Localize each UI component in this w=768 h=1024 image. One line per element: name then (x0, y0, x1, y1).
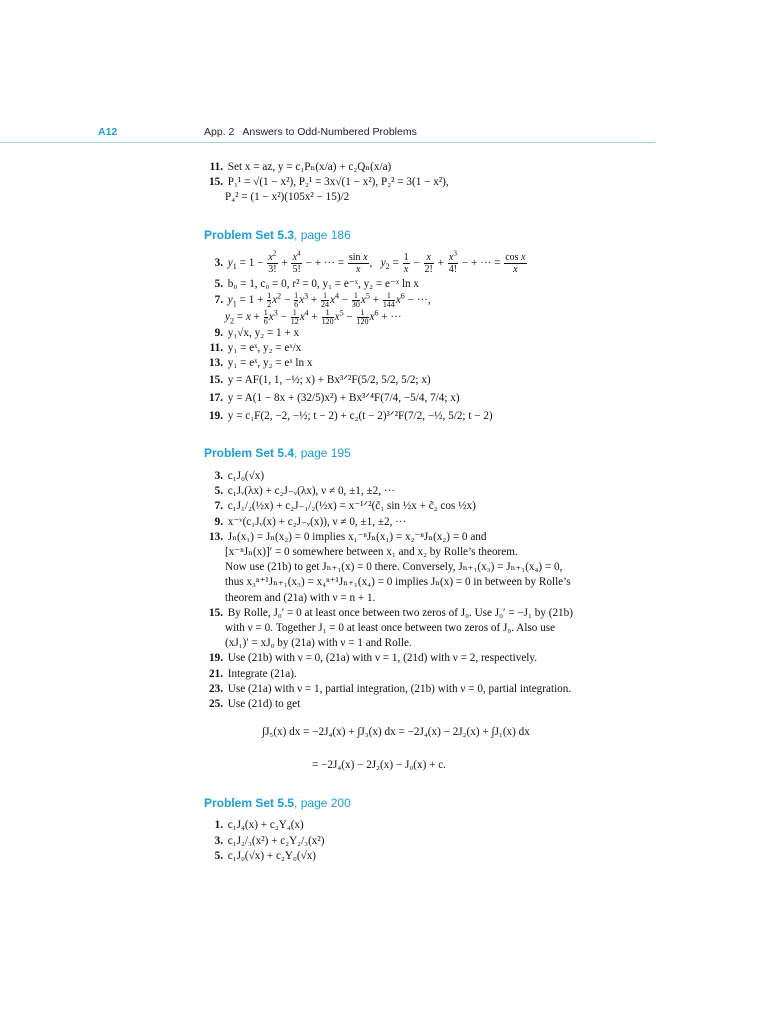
answer-number: 19. (209, 410, 223, 422)
answer-13-cont (204, 545, 573, 560)
answer-5 (204, 849, 324, 865)
answer-number: 13. (209, 530, 223, 543)
answer-text: P₄² = (1 − x²)(105x² − 15)/2 (225, 190, 350, 203)
answer-text: c₁J₀(√x) + c₂Y₀(√x) (227, 850, 317, 862)
answer-5 (204, 277, 528, 292)
answer-9 (204, 326, 528, 341)
answer-number: 9. (214, 515, 223, 528)
answer-number: 1. (214, 819, 223, 831)
answer-number: 25. (209, 698, 223, 711)
answer-11 (204, 341, 528, 356)
ps53-answers (204, 250, 528, 425)
answer-text: Use (21b) with ν = 0, (21a) with ν = 1, (21d) with ν = 2, respectively. (227, 652, 538, 665)
answer-text: x⁻ᵛ(c₁Jᵥ(x) + c₂J₋ᵥ(x)), ν ≠ 0, ±1, ±2, ··· (227, 515, 407, 528)
answer-5 (204, 484, 573, 499)
chapter-title: Answers to Odd-Numbered Problems (242, 126, 417, 138)
answer-text: y = A(1 − 8x + (32/5)x²) + Bx³ᐟ⁴F(7/4, −5/4, 7/4; x) (227, 392, 460, 404)
answer-number: 13. (209, 357, 223, 369)
answer-number: 5. (214, 850, 223, 862)
answer-13-cont (204, 591, 573, 606)
section-page: , page 200 (294, 796, 351, 810)
section-title: Problem Set 5.4 (204, 446, 295, 460)
answer-text: Integrate (21a). (227, 667, 297, 680)
answer-text: with ν = 0. Together J₁ = 0 at least once between two zeros of J₀. Also use (225, 622, 556, 635)
section-title: Problem Set 5.3 (204, 228, 295, 242)
answer-number: 23. (209, 682, 223, 695)
answer-text: y₁ = eˣ, y₂ = eˣ ln x (227, 357, 313, 369)
answer-13-cont (204, 560, 573, 575)
answer-1 (204, 818, 324, 834)
answer-text: Set x = az, y = c₁Pₙ(x/a) + c₂Qₙ(x/a) (227, 161, 392, 173)
integral-equation-line-2: = −2J₄(x) − 2J₂(x) − J₀(x) + c. (312, 759, 446, 771)
section-title: Problem Set 5.5 (204, 796, 295, 810)
answer-text: b₀ = 1, c₀ = 0, r² = 0, y₁ = e⁻ˣ, y₂ = e⁻ˣ ln x (227, 278, 419, 290)
answer-15 (204, 175, 449, 190)
answer-text: c₁J₄(x) + c₂Y₄(x) (227, 819, 304, 831)
ps52-tail (204, 160, 449, 204)
answer-9 (204, 515, 573, 530)
appendix-label: App. 2 (204, 126, 235, 138)
answer-13-cont (204, 575, 573, 590)
answer-15 (204, 371, 528, 389)
answer-number: 15. (209, 606, 223, 619)
answer-text: thus x₃ⁿ⁺¹Jₙ₊₁(x₃) = x₄ⁿ⁺¹Jₙ₊₁(x₄) = 0 implies Jₙ(x) = 0 in between by Rolle’s (225, 576, 571, 589)
answer-text: P₁¹ = √(1 − x²), P₂¹ = 3x√(1 − x²), P₂² = 3(1 − x²), (227, 175, 449, 188)
answer-text: (xJ₁)′ = xJ₀ by (21a) with ν = 1 and Rolle. (225, 637, 412, 650)
answer-text: theorem and (21a) with ν = n + 1. (225, 591, 376, 604)
integral-equation-line-1: ∫J₅(x) dx = −2J₄(x) + ∫J₃(x) dx = −2J₄(x) − 2J₂(x) + ∫J₁(x) dx (262, 726, 530, 738)
answer-number: 3. (214, 257, 223, 269)
answer-15 (204, 606, 573, 621)
answer-number: 7. (214, 500, 223, 513)
answer-text: Use (21d) to get (227, 698, 301, 711)
section-page: , page 186 (294, 228, 351, 242)
ps55-answers (204, 818, 324, 865)
section-heading-5-3 (204, 228, 351, 242)
answer-number: 5. (214, 278, 223, 290)
answer-text: y = AF(1, 1, −½; x) + Bx³ᐟ²F(5/2, 5/2, 5/2; x) (227, 374, 431, 386)
answer-11 (204, 160, 449, 175)
page-number: A12 (98, 126, 118, 138)
answer-19 (204, 651, 573, 666)
section-heading-5-4 (204, 446, 351, 460)
answer-23 (204, 682, 573, 697)
section-page: , page 195 (294, 446, 351, 460)
answer-15-cont (204, 621, 573, 636)
answer-text: By Rolle, J₀′ = 0 at least once between two zeros of J₀. Use J₀′ = −J₁ by (21b) (227, 606, 573, 619)
answer-number: 19. (209, 652, 223, 665)
answer-3 (204, 469, 573, 484)
answer-7: 7. $y_1 = 1$ + $\frac{1}{2}$ $x^2$ − $\frac{1}{6}$ $x^3$ + $\frac{1}{24}$ $x^4$ − $\frac{1}{30}$ $x^5$ + $\frac{1}{144}$ $x^6$ − ···, (204, 292, 528, 309)
answer-number: 3. (214, 834, 223, 847)
answer-13 (204, 356, 528, 371)
answer-text: c₁J₀(√x) (227, 470, 265, 482)
answer-text: c₁Jᵥ(λx) + c₂J₋ᵥ(λx), ν ≠ 0, ±1, ±2, ··· (227, 485, 395, 498)
answer-number: 15. (209, 374, 223, 386)
answer-number: 15. (209, 175, 223, 188)
answer-text: y₁√x, y₂ = 1 + x (227, 327, 300, 339)
answer-number: 11. (209, 161, 223, 173)
running-head-title (204, 126, 417, 138)
answer-15-cont (204, 190, 449, 205)
answer-15-cont (204, 636, 573, 651)
answer-text: c₁J₁/₂(½x) + c₂J₋₁/₂(½x) = x⁻¹ᐟ²(c̃₁ sin ½x + c̃₂ cos ½x) (227, 500, 476, 513)
answer-17 (204, 389, 528, 407)
running-header (0, 126, 655, 143)
answer-number: 7. (214, 294, 223, 307)
answer-number: 3. (214, 470, 223, 482)
answer-number: 21. (209, 667, 223, 680)
answer-text: Now use (21b) to get Jₙ₊₁(x) = 0 there. Conversely, Jₙ₊₁(x₃) = Jₙ₊₁(x₄) = 0, (225, 561, 563, 574)
answer-number: 5. (214, 485, 223, 498)
answer-19 (204, 407, 528, 425)
ps54-answers (204, 469, 573, 712)
answer-text: y₁ = eˣ, y₂ = eˣ/x (227, 342, 302, 354)
answer-text: y = c₁F(2, −2, −½; t − 2) + c₂(t − 2)³ᐟ²F(7/2, −½, 5/2; t − 2) (227, 410, 493, 422)
answer-number: 9. (214, 327, 223, 339)
answer-3 (204, 834, 324, 850)
answer-3: 3. $y_1 = 1$ − $\frac{x^2}{3!}$ + $\frac{x^4}{5!}$ − + ··· = $\frac{\text{sin x}}{x}$ , $y_2$ = $\frac{1}{x}$ − $\frac{x}{2!}$ + $\frac{x^3}{4!}$ − + ··· = $\frac{\text{cos x}}{x}$ (204, 250, 528, 277)
answer-7 (204, 499, 573, 514)
answer-text: Use (21a) with ν = 1, partial integration, (21b) with ν = 0, partial integration. (227, 682, 572, 695)
section-heading-5-5 (204, 796, 351, 810)
answer-text: [x⁻ⁿJₙ(x)]′ = 0 somewhere between x₁ and x₂ by Rolle’s theorem. (225, 546, 518, 559)
answer-text: c₁J₂/₃(x²) + c₂Y₂/₃(x²) (227, 834, 325, 847)
answer-number: 11. (209, 342, 223, 354)
answer-7-cont: $y_2 = x$ + $\frac{1}{6}$ $x^3$ − $\frac{1}{12}$ $x^4$ + $\frac{1}{120}$ $x^5$ − $\frac{1}{120}$ $x^6$ + ··· (225, 308, 402, 326)
answer-number: 17. (209, 392, 223, 404)
answer-text: Jₙ(x₁) = Jₙ(x₂) = 0 implies x₁⁻ⁿJₙ(x₁) = x₂⁻ⁿJₙ(x₂) = 0 and (227, 530, 487, 543)
answer-21 (204, 667, 573, 682)
answer-13 (204, 530, 573, 545)
answer-25 (204, 697, 573, 712)
